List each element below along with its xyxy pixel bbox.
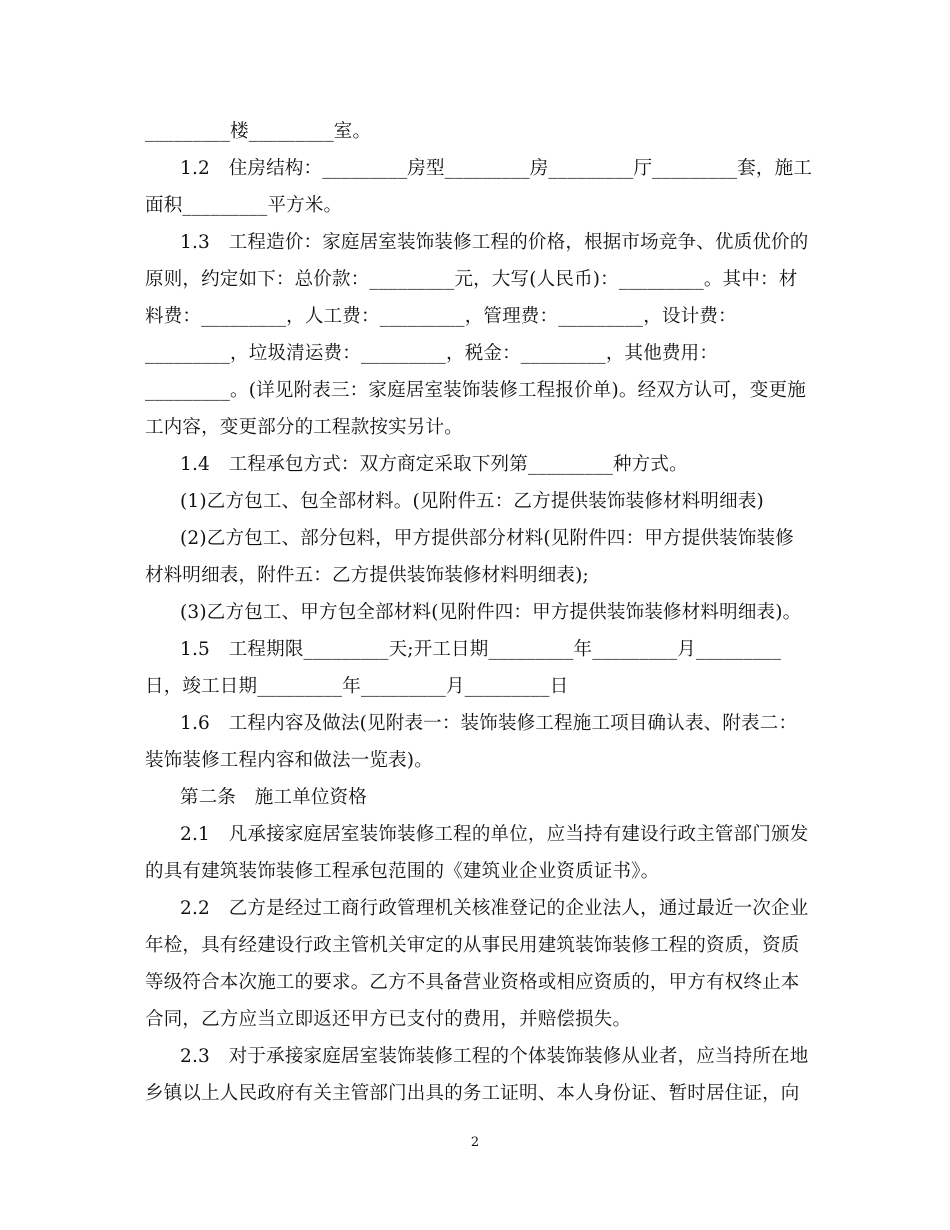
page-number: 2 [470,1135,480,1150]
text-line: 等级符合本次施工的要求。乙方不具备营业资格或相应资质的，甲方有权终止本 [145,972,800,993]
text-line: _________，垃圾清运费：_________，税金：_________，其他费用： [145,343,719,364]
text-line: (1)乙方包工、包全部材料。(见附件五：乙方提供装饰装修材料明细表) [180,491,764,512]
text-line: 1.6 工程内容及做法(见附表一：装饰装修工程施工项目确认表、附表二： [180,713,798,734]
text-line: 年检，具有经建设行政主管机关审定的从事民用建筑装饰装修工程的资质，资质 [145,935,800,956]
text-line: 乡镇以上人民政府有关主管部门出具的务工证明、本人身份证、暂时居住证，向 [145,1083,800,1104]
text-line: 日，竣工日期_________年_________月_________日 [145,676,569,697]
section-heading: 第二条 施工单位资格 [180,787,368,808]
text-line: (2)乙方包工、部分包料，甲方提供部分材料(见附件四：甲方提供装饰装修 [180,528,794,549]
text-line: 面积_________平方米。 [145,195,343,216]
text-line: 1.2 住房结构：_________房型_________房_________厅_________套，施工 [180,158,813,179]
text-line: 工内容，变更部分的工程款按实另计。 [145,417,463,438]
text-line: 原则，约定如下：总价款：_________元，大写(人民币)：_________。其中：材 [145,269,798,290]
text-line: _________楼_________室。 [145,121,372,142]
text-line: 料费：_________，人工费：_________，管理费：_________，设计费： [145,306,737,327]
text-line: 材料明细表，附件五：乙方提供装饰装修材料明细表); [145,565,589,586]
text-line: 1.5 工程期限_________天;开工日期_________年_________月_________ [180,639,782,660]
text-line: (3)乙方包工、甲方包全部材料(见附件四：甲方提供装饰装修材料明细表)。 [180,602,802,623]
text-line: _________。(详见附表三：家庭居室装饰装修工程报价单)。经双方认可，变更施 [145,380,806,401]
text-line: 2.2 乙方是经过工商行政管理机关核准登记的企业法人，通过最近一次企业 [180,898,809,919]
text-line: 1.4 工程承包方式：双方商定采取下列第_________种方式。 [180,454,688,475]
text-line: 1.3 工程造价：家庭居室装饰装修工程的价格，根据市场竞争、优质优价的 [180,232,809,253]
text-line: 2.3 对于承接家庭居室装饰装修工程的个体装饰装修从业者，应当持所在地 [180,1046,809,1067]
text-line: 2.1 凡承接家庭居室装饰装修工程的单位，应当持有建设行政主管部门颁发 [180,824,809,845]
text-line: 合同，乙方应当立即返还甲方已支付的费用，并赔偿损失。 [145,1009,632,1030]
text-line: 的具有建筑装饰装修工程承包范围的《建筑业企业资质证书》。 [145,861,660,882]
text-line: 装饰装修工程内容和做法一览表)。 [145,750,433,771]
